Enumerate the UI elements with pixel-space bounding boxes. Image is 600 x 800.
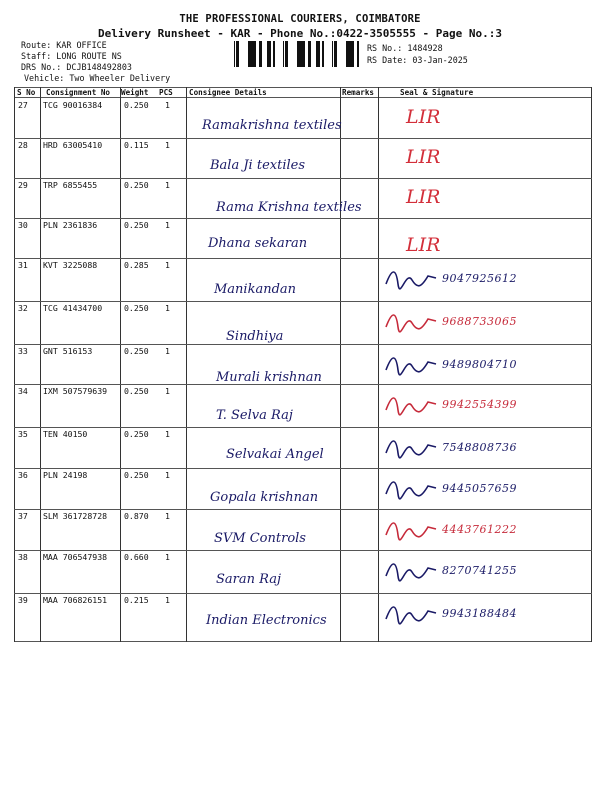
row-consignment-no: TCG 41434700 bbox=[43, 303, 103, 313]
handwritten-signature-mark bbox=[382, 352, 440, 378]
row-sno: 28 bbox=[18, 140, 28, 150]
barcode-bar bbox=[322, 41, 324, 67]
row-pcs: 1 bbox=[165, 140, 170, 150]
barcode-bar bbox=[298, 41, 300, 67]
row-sno: 32 bbox=[18, 303, 28, 313]
handwritten-signature-mark bbox=[382, 517, 440, 543]
row-consignee-name: Ramakrishna textiles bbox=[202, 118, 342, 133]
row-phone: 9047925612 bbox=[442, 272, 517, 285]
row-weight: 0.250 bbox=[124, 220, 149, 230]
row-phone: 9942554399 bbox=[442, 398, 517, 411]
col-header-consignment: Consignment No bbox=[46, 88, 111, 97]
row-consignee-name: Indian Electronics bbox=[206, 613, 327, 628]
barcode-bar bbox=[251, 41, 253, 67]
col-border bbox=[40, 87, 41, 642]
row-consignee-name: Bala Ji textiles bbox=[210, 158, 305, 173]
row-pcs: 1 bbox=[165, 220, 170, 230]
barcode-bar bbox=[269, 41, 271, 67]
row-divider bbox=[14, 509, 592, 510]
col-header-sno: S No bbox=[17, 88, 36, 97]
col-border bbox=[591, 87, 592, 642]
row-divider bbox=[14, 301, 592, 302]
barcode-bar bbox=[236, 41, 237, 67]
row-consignment-no: TEN 40150 bbox=[43, 429, 88, 439]
row-sno: 38 bbox=[18, 552, 28, 562]
barcode-bar bbox=[273, 41, 275, 67]
row-pcs: 1 bbox=[165, 595, 170, 605]
row-signature: LIR bbox=[406, 186, 441, 208]
row-consignment-no: HRD 63005410 bbox=[43, 140, 103, 150]
handwritten-signature-mark bbox=[382, 309, 440, 335]
row-sno: 27 bbox=[18, 100, 28, 110]
col-border bbox=[340, 87, 341, 642]
row-consignee-name: Sindhiya bbox=[226, 329, 284, 344]
col-border bbox=[378, 87, 379, 642]
row-consignment-no: SLM 361728728 bbox=[43, 511, 108, 521]
row-signature: LIR bbox=[406, 106, 441, 128]
row-consignment-no: GNT 516153 bbox=[43, 346, 93, 356]
row-sno: 31 bbox=[18, 260, 28, 270]
barcode-bar bbox=[249, 41, 251, 67]
rs-no-label: RS No.: 1484928 bbox=[367, 43, 443, 53]
vehicle-label: Vehicle: Two Wheeler Delivery bbox=[24, 73, 171, 83]
row-consignee-name: Selvakai Angel bbox=[226, 447, 324, 462]
row-consignee-name: T. Selva Raj bbox=[216, 408, 293, 423]
col-border bbox=[120, 87, 121, 642]
row-divider bbox=[14, 550, 592, 551]
barcode-bar bbox=[297, 41, 298, 67]
col-header-weight: Weight bbox=[121, 88, 149, 97]
company-name: THE PROFESSIONAL COURIERS, COIMBATORE bbox=[179, 13, 421, 25]
barcode-bar bbox=[308, 41, 311, 67]
row-consignee-name: Saran Raj bbox=[216, 572, 281, 587]
row-pcs: 1 bbox=[165, 429, 170, 439]
col-header-pcs: PCS bbox=[159, 88, 173, 97]
handwritten-signature-mark bbox=[382, 601, 440, 627]
row-consignment-no: MAA 706826151 bbox=[43, 595, 108, 605]
row-divider bbox=[14, 593, 592, 594]
barcode-bar bbox=[286, 41, 288, 67]
row-weight: 0.250 bbox=[124, 180, 149, 190]
drs-label: DRS No.: DCJB148492803 bbox=[21, 62, 132, 72]
row-consignment-no: IXM 507579639 bbox=[43, 386, 108, 396]
handwritten-signature-mark bbox=[382, 476, 440, 502]
row-pcs: 1 bbox=[165, 180, 170, 190]
route-label: Route: KAR OFFICE bbox=[21, 40, 107, 50]
row-weight: 0.250 bbox=[124, 470, 149, 480]
barcode-bar bbox=[283, 41, 284, 67]
handwritten-signature-mark bbox=[382, 558, 440, 584]
row-phone: 9489804710 bbox=[442, 358, 517, 371]
row-signature: LIR bbox=[406, 146, 441, 168]
row-sno: 30 bbox=[18, 220, 28, 230]
runsheet-table bbox=[14, 87, 592, 642]
row-pcs: 1 bbox=[165, 100, 170, 110]
barcode-bar bbox=[347, 41, 349, 67]
row-phone: 4443761222 bbox=[442, 523, 517, 536]
row-sno: 35 bbox=[18, 429, 28, 439]
row-divider bbox=[14, 384, 592, 385]
row-weight: 0.115 bbox=[124, 140, 149, 150]
row-pcs: 1 bbox=[165, 470, 170, 480]
rs-date-label: RS Date: 03-Jan-2025 bbox=[367, 55, 468, 65]
row-consignee-name: Dhana sekaran bbox=[208, 236, 308, 251]
row-signature: LIR bbox=[406, 234, 441, 256]
col-border bbox=[14, 87, 15, 642]
barcode-bar bbox=[237, 41, 239, 67]
row-pcs: 1 bbox=[165, 260, 170, 270]
row-weight: 0.250 bbox=[124, 386, 149, 396]
row-pcs: 1 bbox=[165, 303, 170, 313]
row-weight: 0.215 bbox=[124, 595, 149, 605]
row-pcs: 1 bbox=[165, 511, 170, 521]
row-divider bbox=[14, 258, 592, 259]
row-pcs: 1 bbox=[165, 346, 170, 356]
barcode-image bbox=[233, 41, 359, 67]
row-consignment-no: PLN 2361836 bbox=[43, 220, 98, 230]
row-consignment-no: PLN 24198 bbox=[43, 470, 88, 480]
col-border bbox=[186, 87, 187, 642]
barcode-bar bbox=[346, 41, 347, 67]
barcode-bar bbox=[267, 41, 269, 67]
col-header-consignee: Consignee Details bbox=[189, 88, 267, 97]
barcode-bar bbox=[302, 41, 305, 67]
barcode-bar bbox=[300, 41, 302, 67]
row-sno: 33 bbox=[18, 346, 28, 356]
row-weight: 0.250 bbox=[124, 100, 149, 110]
barcode-bar bbox=[234, 41, 235, 67]
row-sno: 36 bbox=[18, 470, 28, 480]
row-consignee-name: Gopala krishnan bbox=[210, 490, 319, 505]
row-sno: 34 bbox=[18, 386, 28, 396]
handwritten-signature-mark bbox=[382, 392, 440, 418]
row-consignee-name: Murali krishnan bbox=[216, 370, 322, 385]
row-pcs: 1 bbox=[165, 386, 170, 396]
row-sno: 29 bbox=[18, 180, 28, 190]
row-sno: 37 bbox=[18, 511, 28, 521]
row-weight: 0.250 bbox=[124, 303, 149, 313]
row-pcs: 1 bbox=[165, 552, 170, 562]
row-consignment-no: TRP 6855455 bbox=[43, 180, 98, 190]
col-header-remarks: Remarks bbox=[342, 88, 375, 97]
row-weight: 0.870 bbox=[124, 511, 149, 521]
row-phone: 8270741255 bbox=[442, 564, 517, 577]
handwritten-signature-mark bbox=[382, 435, 440, 461]
row-weight: 0.250 bbox=[124, 429, 149, 439]
row-weight: 0.250 bbox=[124, 346, 149, 356]
row-divider bbox=[14, 344, 592, 345]
barcode-bar bbox=[285, 41, 286, 67]
row-sno: 39 bbox=[18, 595, 28, 605]
row-weight: 0.660 bbox=[124, 552, 149, 562]
row-phone: 9943188484 bbox=[442, 607, 517, 620]
row-divider bbox=[14, 178, 592, 179]
row-consignee-name: SVM Controls bbox=[214, 531, 306, 546]
row-divider bbox=[14, 218, 592, 219]
row-divider bbox=[14, 468, 592, 469]
row-consignment-no: KVT 3225088 bbox=[43, 260, 98, 270]
row-phone: 9445057659 bbox=[442, 482, 517, 495]
row-consignment-no: MAA 706547938 bbox=[43, 552, 108, 562]
row-weight: 0.285 bbox=[124, 260, 149, 270]
barcode-bar bbox=[253, 41, 256, 67]
row-divider bbox=[14, 138, 592, 139]
col-header-seal: Seal & Signature bbox=[400, 88, 474, 97]
barcode-bar bbox=[332, 41, 333, 67]
staff-label: Staff: LONG ROUTE NS bbox=[21, 51, 122, 61]
barcode-bar bbox=[351, 41, 354, 67]
row-divider bbox=[14, 427, 592, 428]
row-consignee-name: Manikandan bbox=[214, 282, 297, 297]
handwritten-signature-mark bbox=[382, 266, 440, 292]
barcode-bar bbox=[316, 41, 318, 67]
runsheet-title: Delivery Runsheet - KAR - Phone No.:0422-3505555 - Page No.:3 bbox=[98, 27, 502, 40]
row-phone: 7548808736 bbox=[442, 441, 517, 454]
barcode-bar bbox=[349, 41, 351, 67]
header-divider bbox=[14, 97, 592, 98]
row-consignee-name: Rama Krishna textiles bbox=[216, 200, 362, 215]
barcode-bar bbox=[335, 41, 337, 67]
barcode-bar bbox=[259, 41, 262, 67]
table-bottom-border bbox=[14, 641, 592, 642]
row-consignment-no: TCG 90016384 bbox=[43, 100, 103, 110]
row-phone: 9688733065 bbox=[442, 315, 517, 328]
barcode-bar bbox=[334, 41, 335, 67]
barcode-bar bbox=[248, 41, 249, 67]
barcode-bar bbox=[318, 41, 320, 67]
barcode-bar bbox=[357, 41, 359, 67]
